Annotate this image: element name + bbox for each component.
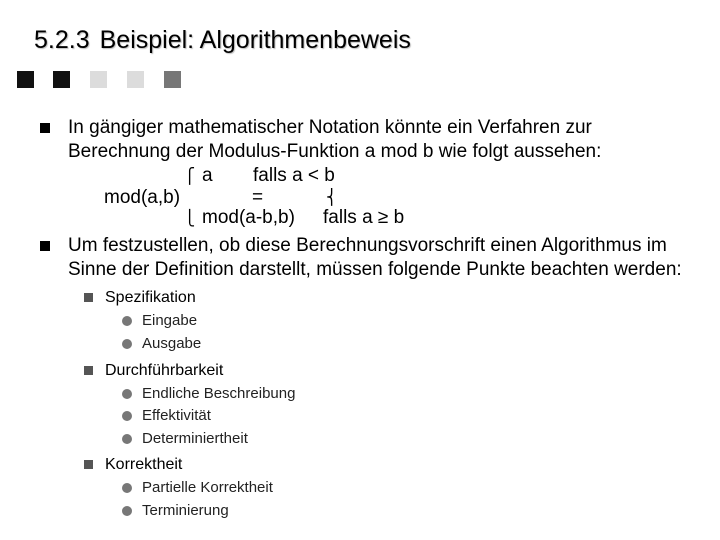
- title-text: Beispiel: Algorithmenbeweis: [99, 26, 411, 54]
- round-bullet-icon: [122, 434, 132, 444]
- case1-condition: falls a < b: [253, 165, 335, 186]
- round-bullet-icon: [122, 389, 132, 399]
- case2-condition: falls a ≥ b: [323, 207, 405, 228]
- round-bullet-icon: [122, 411, 132, 421]
- list-item-label: Effektivität: [142, 407, 211, 424]
- list-item-label: Determiniertheit: [142, 430, 248, 447]
- formula-equals: =: [252, 187, 264, 208]
- square-bullet-icon: [40, 241, 50, 251]
- list-item-label: Terminierung: [142, 502, 229, 519]
- slide-title: [34, 26, 411, 55]
- case2-value: mod(a-b,b): [202, 207, 295, 228]
- sub-point-label: Durchführbarkeit: [105, 362, 224, 379]
- square-bullet-icon: [84, 293, 93, 302]
- round-bullet-icon: [122, 483, 132, 493]
- round-bullet-icon: [122, 339, 132, 349]
- section-number: 5.2.3: [34, 26, 90, 54]
- decor-square: [90, 71, 107, 88]
- bullet-line: Um festzustellen, ob diese Berechnungsvorschrift einen Algorithmus im: [68, 235, 667, 256]
- list-item-label: Partielle Korrektheit: [142, 479, 273, 496]
- brace-middle-icon: ⎨: [326, 188, 338, 206]
- decor-square: [127, 71, 144, 88]
- decor-square: [164, 71, 181, 88]
- list-item-label: Ausgabe: [142, 335, 202, 352]
- formula-lhs: mod(a,b): [104, 187, 181, 208]
- square-bullet-icon: [40, 123, 50, 133]
- list-item-label: Endliche Beschreibung: [142, 385, 296, 402]
- round-bullet-icon: [122, 316, 132, 326]
- bullet-line: Berechnung der Modulus-Funktion a mod b wie folgt aussehen:: [68, 141, 602, 162]
- bullet-line: In gängiger mathematischer Notation könnte ein Verfahren zur: [68, 117, 592, 138]
- list-item-label: Eingabe: [142, 312, 198, 329]
- sub-point-label: Korrektheit: [105, 456, 183, 473]
- sub-point-label: Spezifikation: [105, 289, 196, 306]
- case1-value: a: [202, 165, 213, 186]
- brace-top-icon: ⎧: [184, 167, 196, 185]
- brace-bottom-icon: ⎩: [184, 209, 196, 227]
- decor-square: [17, 71, 34, 88]
- square-bullet-icon: [84, 460, 93, 469]
- round-bullet-icon: [122, 506, 132, 516]
- decor-square: [53, 71, 70, 88]
- bullet-line: Sinne der Definition darstellt, müssen folgende Punkte beachten werden:: [68, 259, 682, 280]
- square-bullet-icon: [84, 366, 93, 375]
